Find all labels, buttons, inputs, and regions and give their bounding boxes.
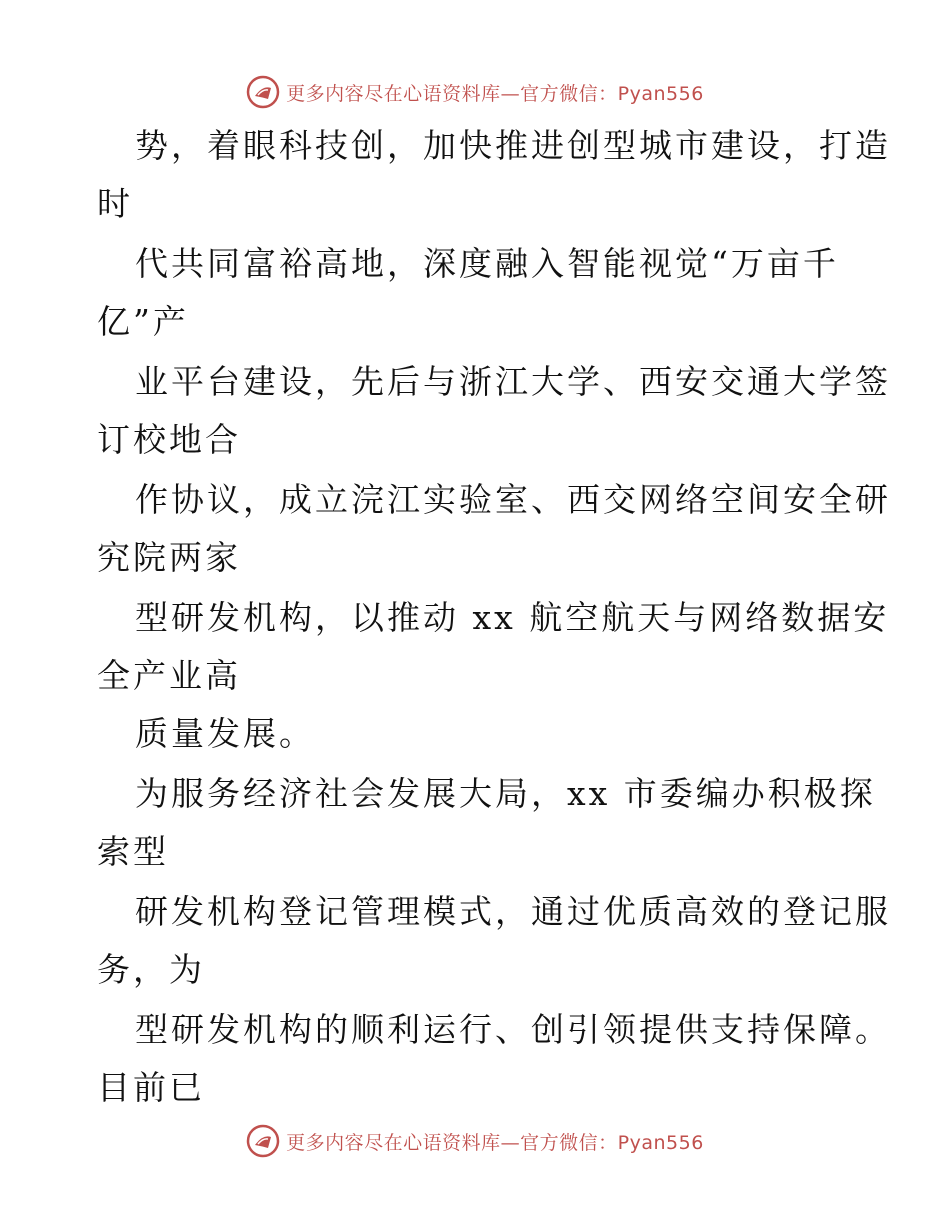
body-line: 型研发机构的顺利运行、创引领提供支持保障。 xyxy=(135,1010,891,1049)
header-banner xyxy=(0,72,950,112)
footer-banner-text xyxy=(286,1128,704,1155)
body-line: 代共同富裕高地，深度融入智能视觉“万亩千 xyxy=(135,244,839,283)
header-banner-handle: Pyan556 xyxy=(617,82,704,105)
body-line: 全产业高 xyxy=(97,656,241,695)
body-line: 亿”产 xyxy=(97,302,189,341)
body-line: 为服务经济社会发展大局，xx 市委编办积极探 xyxy=(135,774,876,813)
body-line: 研发机构登记管理模式，通过优质高效的登记服 xyxy=(135,892,891,931)
body-line: 时 xyxy=(97,184,133,223)
body-line: 业平台建设，先后与浙江大学、西安交通大学签 xyxy=(135,362,891,401)
body-line: 势，着眼科技创，加快推进创型城市建设，打造 xyxy=(135,126,891,165)
footer-banner-handle: Pyan556 xyxy=(617,1131,704,1154)
body-line: 订校地合 xyxy=(97,420,241,459)
body-line: 务，为 xyxy=(97,950,205,989)
red-book-logo-icon xyxy=(246,75,280,109)
body-line: 型研发机构，以推动 xx 航空航天与网络数据安 xyxy=(135,598,890,637)
body-line: 索型 xyxy=(97,832,169,871)
body-line: 目前已 xyxy=(97,1068,205,1107)
header-banner-text xyxy=(286,79,704,106)
body-line: 究院两家 xyxy=(97,538,241,577)
body-line: 质量发展。 xyxy=(135,714,315,753)
footer-banner-label: 更多内容尽在心语资料库—官方微信： xyxy=(286,1131,618,1154)
footer-banner xyxy=(0,1121,950,1161)
body-line: 作协议，成立浣江实验室、西交网络空间安全研 xyxy=(135,480,891,519)
red-book-logo-icon xyxy=(246,1124,280,1158)
header-banner-label: 更多内容尽在心语资料库—官方微信： xyxy=(286,82,618,105)
